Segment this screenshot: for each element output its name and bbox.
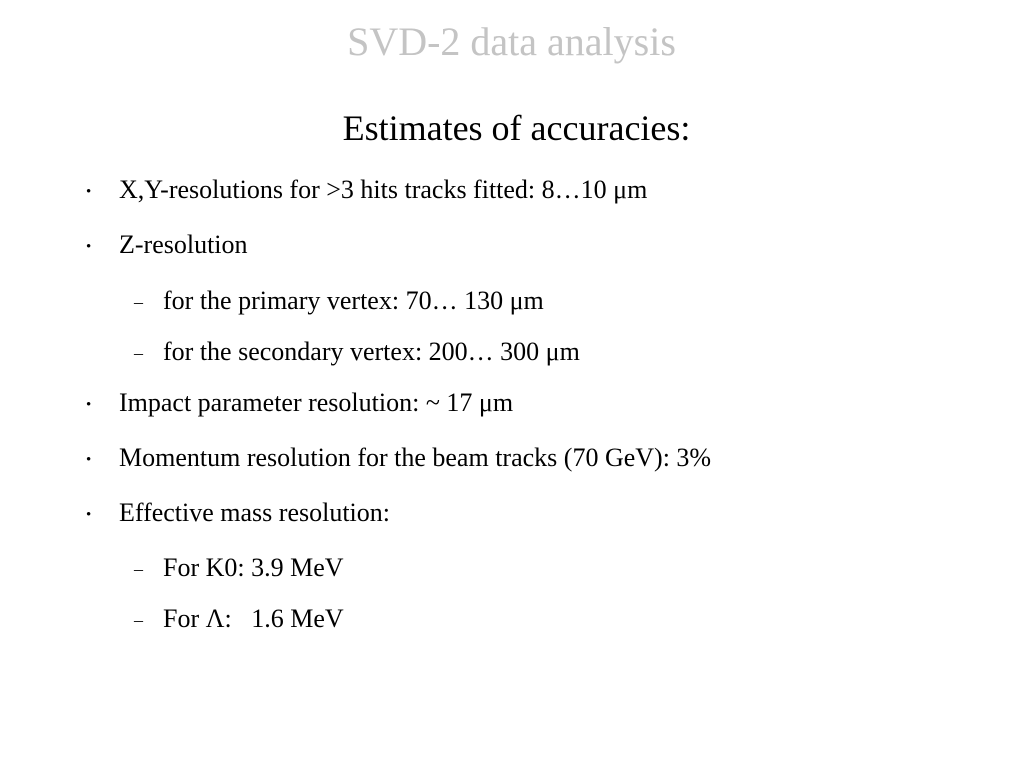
sub-item-text: for the primary vertex: 70… 130 μm [163,286,544,315]
bullet-text: Effective mass resolution: [119,498,391,527]
bullet-text: Impact parameter resolution: ~ 17 μm [119,388,514,417]
sub-item-text: for the secondary vertex: 200… 300 μm [163,337,580,366]
sub-bullet-dash-icon: – [134,292,143,312]
sub-bullet-dash-icon: – [134,610,143,630]
bullet-text: Z-resolution [119,230,248,259]
bullet-dot-icon: • [86,452,92,468]
bullet-dot-icon: • [86,184,92,200]
slide-title: SVD-2 data analysis [347,19,676,64]
bullet-dot-icon: • [86,397,92,413]
sub-bullet-dash-icon: – [134,343,143,363]
bullet-text: X,Y-resolutions for >3 hits tracks fitted: 8…10 μm [119,175,648,204]
bullet-text: Momentum resolution for the beam tracks (70 GeV): 3% [119,443,712,472]
sub-item-text: For K0: 3.9 MeV [163,553,344,582]
bullet-dot-icon: • [86,507,92,523]
bullet-dot-icon: • [86,239,92,255]
slide-subtitle: Estimates of accuracies: [342,108,691,148]
sub-item-text: For Λ: 1.6 MeV [163,604,344,633]
sub-bullet-dash-icon: – [134,559,143,579]
